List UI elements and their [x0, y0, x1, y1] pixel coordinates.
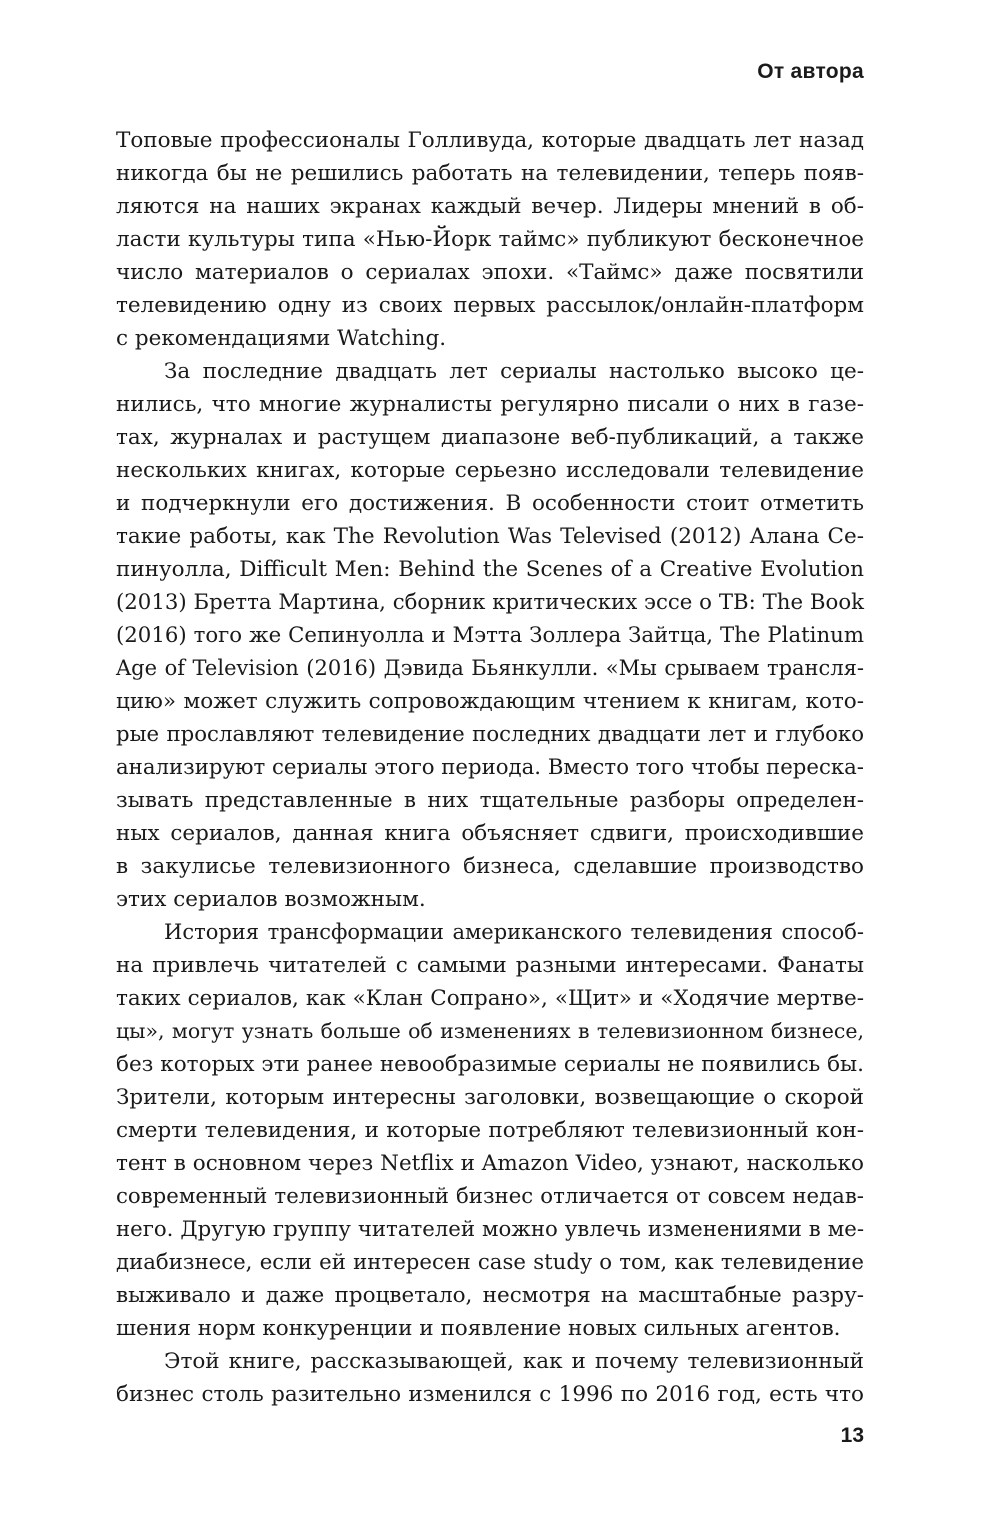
text-line: Топовые профессионалы Голливуда, которые двадцать лет назад [116, 128, 864, 153]
text-line: рые прославляют телевидение последних двадцати лет и глубоко [116, 722, 864, 747]
text-line: анализируют сериалы этого периода. Вместо того чтобы переска- [116, 755, 864, 780]
body-text [116, 124, 864, 1411]
page-number: 13 [840, 1424, 864, 1447]
text-line: нескольких книгах, которые серьезно исследовали телевидение [116, 458, 864, 483]
text-line: ных сериалов, данная книга объясняет сдвиги, происходившие [116, 821, 864, 846]
text-line: смерти телевидения, и которые потребляют телевизионный кон- [116, 1118, 864, 1143]
text-line: зывать представленные в них тщательные разборы определен- [116, 788, 864, 813]
text-line: этих сериалов возможным. [116, 887, 426, 912]
running-head-title: От автора [757, 60, 864, 83]
text-line: никогда бы не решились работать на телевидении, теперь появ- [116, 161, 864, 186]
text-line: Age of Television (2016) Дэвида Бьянкулли. «Мы срываем трансля- [116, 656, 864, 680]
text-line: таких сериалов, как «Клан Сопрано», «Щит» и «Ходячие мертве- [116, 986, 864, 1011]
text-line: с рекомендациями Watching. [116, 326, 447, 351]
text-line: бизнес столь разительно изменился с 1996 по 2016 год, есть что [116, 1382, 864, 1407]
text-line: без которых эти ранее невообразимые сериалы не появились бы. [116, 1052, 864, 1077]
text-line: выживало и даже процветало, несмотря на масштабные разру- [116, 1283, 864, 1308]
text-line: цы», могут узнать больше об изменениях в телевизионном бизнесе, [116, 1019, 864, 1043]
text-line: тент в основном через Netflix и Amazon Video, узнают, насколько [116, 1151, 864, 1176]
text-line: ляются на наших экранах каждый вечер. Лидеры мнений в об- [116, 194, 864, 219]
text-line: число материалов о сериалах эпохи. «Таймс» даже посвятили [116, 260, 864, 285]
text-line: История трансформации американского телевидения способ- [164, 920, 864, 944]
text-line: на привлечь читателей с самыми разными интересами. Фанаты [116, 953, 864, 978]
text-line: Этой книге, рассказывающей, как и почему телевизионный [164, 1349, 864, 1374]
text-line: в закулисье телевизионного бизнеса, сделавшие производство [116, 854, 864, 879]
text-line: За последние двадцать лет сериалы настолько высоко це- [164, 359, 864, 384]
text-line: шения норм конкуренции и появление новых сильных агентов. [116, 1316, 841, 1341]
text-line: диабизнесе, если ей интересен case study о том, как телевидение [116, 1250, 864, 1275]
text-line: Зрители, которым интересны заголовки, возвещающие о скорой [116, 1085, 864, 1110]
text-line: пинуолла, Difficult Men: Behind the Scenes of a Creative Evolution [116, 557, 864, 582]
text-line: (2013) Бретта Мартина, сборник критических эссе о ТВ: The Book [116, 590, 864, 615]
text-line: него. Другую группу читателей можно увлечь изменениями в ме- [116, 1217, 864, 1242]
text-line: нились, что многие журналисты регулярно писали о них в газе- [116, 392, 864, 417]
text-line: цию» может служить сопровождающим чтением к книгам, кото- [116, 689, 864, 714]
text-line: ласти культуры типа «Нью-Йорк таймс» публикуют бесконечное [116, 227, 864, 252]
text-line: такие работы, как The Revolution Was Televised (2012) Алана Се- [116, 524, 864, 549]
text-line: телевидению одну из своих первых рассылок/онлайн-платформ [116, 293, 864, 318]
text-line: современный телевизионный бизнес отличается от совсем недав- [116, 1184, 864, 1209]
text-line: (2016) того же Сепинуолла и Мэтта Золлера Зайтца, The Platinum [116, 623, 864, 648]
text-line: и подчеркнули его достижения. В особенности стоит отметить [116, 491, 864, 516]
text-line: тах, журналах и растущем диапазоне веб-публикаций, а также [116, 425, 864, 450]
